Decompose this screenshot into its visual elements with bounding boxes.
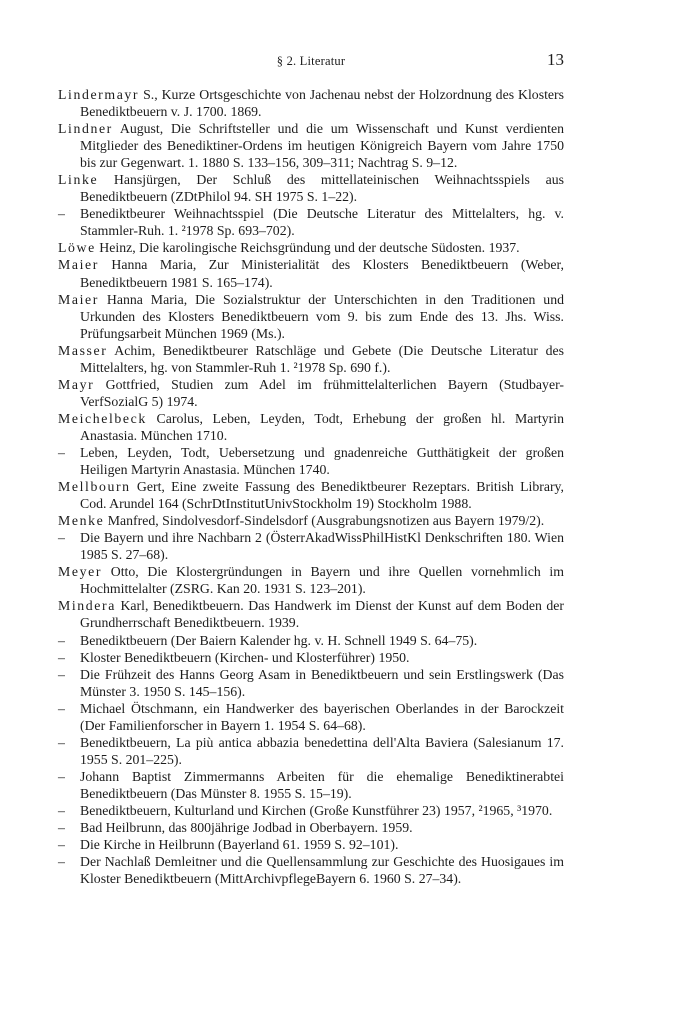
entry-text: Johann Baptist Zimmermanns Arbeiten für die ehemalige Benediktinerabtei Benediktbeuern (Das Münster 8. 1955 S. 15–19). [80,768,564,801]
bibliography-entry [58,597,564,631]
entry-text: Hanna Maria, Die Sozialstruktur der Unterschichten in den Traditionen und Urkunden des Klosters Benediktbeuern vom 9. bis zum Ende des 13. Jhs. Wiss. Prüfungsarbeit München 1969 (Ms.). [80,291,564,341]
entry-author: Lindner [58,121,113,137]
entry-author: Linke [58,172,99,188]
entry-text: Otto, Die Klostergründungen in Bayern und ihre Quellen vornehmlich im Hochmittelalter (ZSRG. Kan 20. 1931 S. 123–201). [80,564,564,597]
entry-text: August, Die Schriftsteller und die um Wissenschaft und Kunst verdienten Mitglieder des Benediktiner-Ordens im heutigen Königreich Bayern vom Jahre 1750 bis zur Gegenwart. 1. 1880 S. 133–156, 309–311; Nachtrag S. 9–12. [80,121,564,171]
entry-text: Gottfried, Studien zum Adel im frühmittelalterlichen Bayern (Studbayer-VerfSozialG 5) 1974. [80,376,564,409]
entry-text: Achim, Benediktbeurer Ratschläge und Gebete (Die Deutsche Literatur des Mittelalters, hg. von Stammler-Ruh 1. ²1978 Sp. 690 f.). [80,342,564,375]
continuation-dash: – [58,802,65,818]
entry-author: Meyer [58,564,103,580]
entry-text: Karl, Benediktbeuern. Das Handwerk im Dienst der Kunst auf dem Boden der Grundherrschaft Benediktbeuern. 1939. [80,598,564,631]
entry-text: Benediktbeuern, Kulturland und Kirchen (Große Kunstführer 23) 1957, ²1965, ³1970. [80,802,553,818]
entry-text: S., Kurze Ortsgeschichte von Jachenau nebst der Holzordnung des Klosters Benediktbeuern v. J. 1700. 1869. [80,87,564,120]
entry-author: Mellbourn [58,479,131,495]
entry-text: Heinz, Die karolingische Reichsgründung und der deutsche Südosten. 1937. [95,240,520,256]
continuation-dash: – [58,837,65,853]
bibliography-entry [58,410,564,444]
bibliography-entry [58,342,564,376]
continuation-dash: – [58,820,65,836]
entry-text: Kloster Benediktbeuern (Kirchen- und Klosterführer) 1950. [80,649,410,665]
continuation-dash: – [58,632,65,648]
bibliography-entry [58,853,564,887]
continuation-dash: – [58,530,65,546]
bibliography-entry [58,632,564,649]
entry-author: Lindermayr [58,87,140,102]
entry-text: Carolus, Leben, Leyden, Todt, Erhebung der großen hl. Martyrin Anastasia. München 1710. [80,410,564,443]
bibliography-entry [58,768,564,802]
bibliography-entry [58,819,564,836]
bibliography-entry [58,734,564,768]
page-number: 13 [547,50,564,69]
entry-author: Maier [58,291,99,307]
bibliography-entry [58,649,564,666]
continuation-dash: – [58,444,65,460]
bibliography-entry [58,836,564,853]
bibliography-entry [58,666,564,700]
bibliography-entry [58,802,564,819]
bibliography-entry [58,120,564,171]
continuation-dash: – [58,700,65,716]
entry-text: Leben, Leyden, Todt, Uebersetzung und gnadenreiche Gutthätigkeit der großen Heiligen Martyrin Anastasia. München 1740. [80,444,564,478]
entry-text: Hansjürgen, Der Schluß des mittellateinischen Weihnachtsspiels aus Benediktbeuern (ZDtPhilol 94. SH 1975 S. 1–22). [80,172,564,205]
continuation-dash: – [58,649,65,665]
bibliography-entry [58,86,564,120]
entry-author: Maier [58,257,99,273]
entry-text: Benediktbeurer Weihnachtsspiel (Die Deutsche Literatur des Mittelalters, hg. v. Stammler-Ruh. 1. ²1978 Sp. 693–702). [80,206,564,239]
entry-text: Benediktbeuern (Der Baiern Kalender hg. v. H. Schnell 1949 S. 64–75). [80,632,478,648]
entry-text: Manfred, Sindolvesdorf-Sindelsdorf (Ausgrabungsnotizen aus Bayern 1979/2). [104,513,545,529]
entry-text: Die Frühzeit des Hanns Georg Asam in Benediktbeuern und sein Erstlingswerk (Das Münster 3. 1950 S. 145–156). [80,666,564,699]
entry-text: Hanna Maria, Zur Ministerialität des Klosters Benediktbeuern (Weber, Benediktbeuern 1981 S. 165–174). [80,257,564,290]
bibliography-entry [58,256,564,290]
continuation-dash: – [58,206,65,222]
bibliography-list [58,86,564,887]
entry-text: Bad Heilbrunn, das 800jährige Jodbad in Oberbayern. 1959. [80,820,413,836]
bibliography-entry [58,291,564,342]
entry-author: Mayr [58,376,95,392]
running-title: § 2. Literatur [276,54,346,68]
bibliography-entry [58,376,564,410]
entry-text: Gert, Eine zweite Fassung des Benediktbeurer Rezeptars. British Library, Cod. Arundel 164 (SchrDtInstitutUnivStockholm 19) Stockholm 1988. [80,479,564,512]
bibliography-entry [58,205,564,239]
entry-text: Die Bayern und ihre Nachbarn 2 (ÖsterrAkadWissPhilHistKl Denkschriften 180. Wien 1985 S. 27–68). [80,530,564,563]
entry-author: Meichelbeck [58,410,147,426]
continuation-dash: – [58,734,65,750]
bibliography-entry [58,529,564,563]
bibliography-entry [58,700,564,734]
continuation-dash: – [58,666,65,682]
entry-text: Der Nachlaß Demleitner und die Quellensammlung zur Geschichte des Huosigaues im Kloster Benediktbeuern (MittArchivpflegeBayern 6. 1960 S. 27–34). [80,854,564,887]
continuation-dash: – [58,854,65,870]
entry-text: Benediktbeuern, La più antica abbazia benedettina dell'Alta Baviera (Salesianum 17. 1955 S. 201–225). [80,734,564,767]
bibliography-entry [58,563,564,597]
bibliography-entry [58,444,564,478]
page-header [58,50,564,72]
entry-text: Michael Ötschmann, ein Handwerker des bayerischen Oberlandes in der Barockzeit (Der Familienforscher in Bayern 1. 1954 S. 64–68). [80,700,564,733]
continuation-dash: – [58,768,65,784]
bibliography-entry [58,512,564,529]
entry-author: Löwe [58,240,96,256]
entry-author: Masser [58,342,108,358]
bibliography-entry [58,171,564,205]
bibliography-entry [58,239,564,256]
entry-author: Menke [58,513,105,529]
entry-author: Mindera [58,598,116,614]
bibliography-entry [58,478,564,512]
entry-text: Die Kirche in Heilbrunn (Bayerland 61. 1959 S. 92–101). [80,837,399,853]
